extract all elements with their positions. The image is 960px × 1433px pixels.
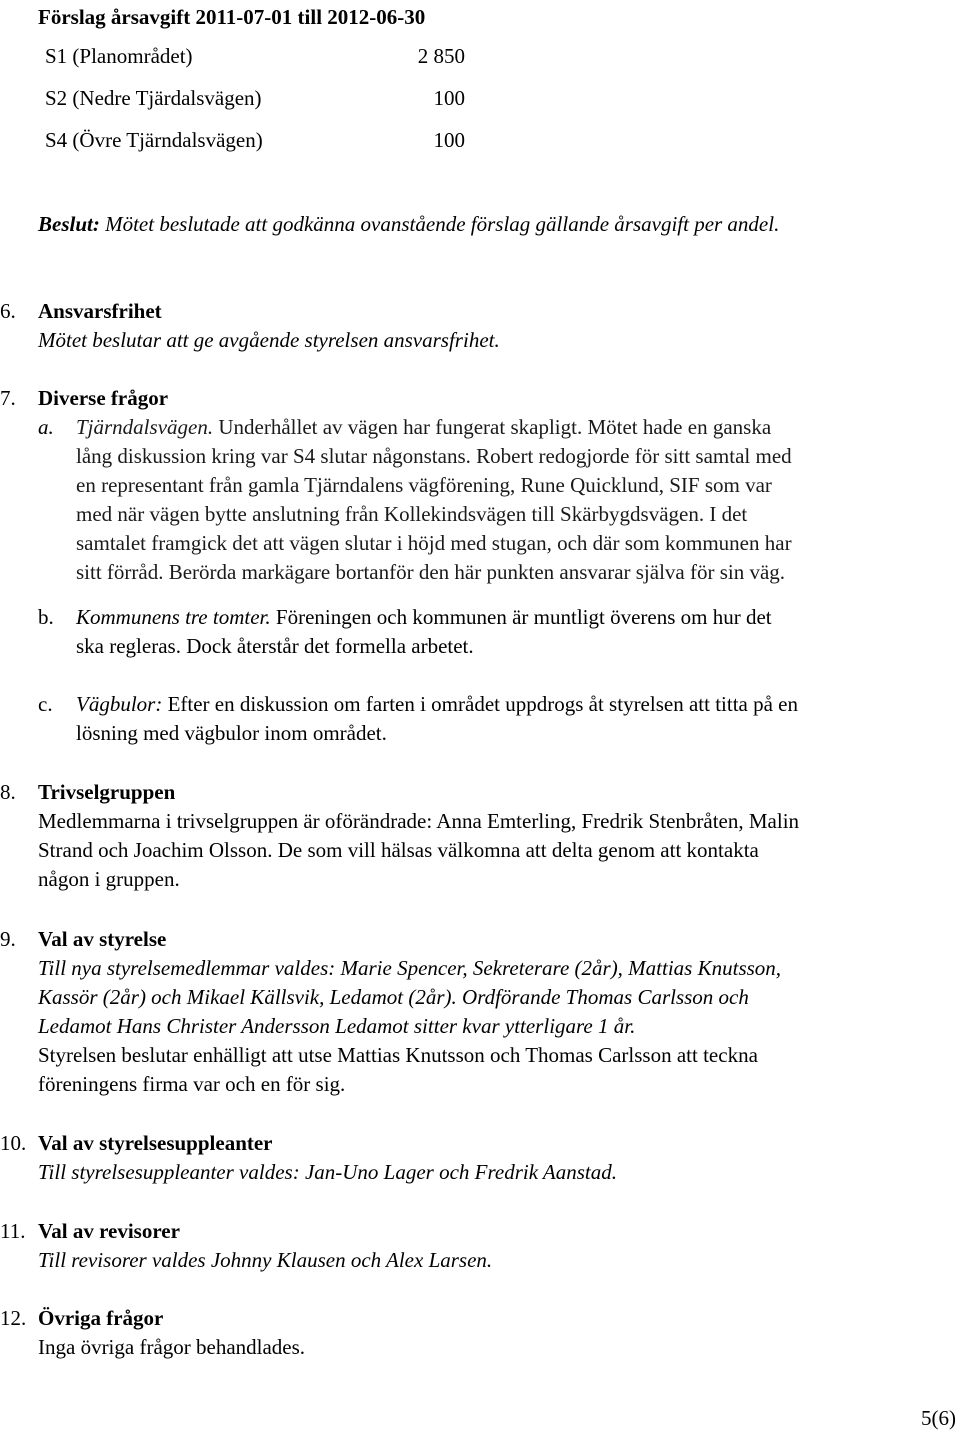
subitem-line: Föreningen och kommunen är muntligt överens om hur det	[270, 605, 772, 629]
page-number: 5(6)	[921, 1406, 956, 1430]
fee-label: S4 (Övre Tjärndalsvägen)	[45, 128, 263, 152]
subitem-line: en representant från gamla Tjärndalens vägförening, Rune Quicklund, SIF som var	[76, 473, 772, 497]
fee-proposal-heading: Förslag årsavgift 2011-07-01 till 2012-06-30	[38, 5, 426, 29]
body-line: Styrelsen beslutar enhälligt att utse Mattias Knutsson och Thomas Carlsson att teckna	[38, 1043, 758, 1067]
subitem-letter: c.	[38, 692, 53, 716]
section-title: Val av styrelse	[38, 927, 167, 951]
section-number: 12.	[0, 1306, 27, 1330]
subitem-line: Efter en diskussion om farten i området uppdrogs åt styrelsen att titta på en	[162, 692, 798, 716]
section-body: Till styrelsesuppleanter valdes: Jan-Uno Lager och Fredrik Aanstad.	[38, 1160, 617, 1184]
decision-text: Mötet beslutade att godkänna ovanstående förslag gällande årsavgift per andel.	[99, 212, 780, 236]
fee-table	[45, 42, 465, 168]
decision-paragraph	[38, 210, 779, 239]
section-body: Till revisorer valdes Johnny Klausen och Alex Larsen.	[38, 1248, 493, 1272]
subitem-line: Underhållet av vägen har fungerat skapligt. Mötet hade en ganska	[213, 415, 772, 439]
fee-row	[45, 42, 465, 84]
section-number: 11.	[0, 1219, 26, 1243]
section-number: 9.	[0, 927, 16, 951]
fee-label: S1 (Planområdet)	[45, 44, 193, 68]
section-body: Inga övriga frågor behandlades.	[38, 1335, 306, 1359]
decision-label: Beslut:	[38, 212, 100, 236]
section-title: Diverse frågor	[38, 386, 169, 410]
section-title: Övriga frågor	[38, 1306, 164, 1330]
section-number: 8.	[0, 780, 16, 804]
section-title: Val av revisorer	[38, 1219, 180, 1243]
body-line: Strand och Joachim Olsson. De som vill hälsas välkomna att delta genom att kontakta	[38, 838, 759, 862]
body-line: någon i gruppen.	[38, 867, 180, 891]
subitem-name: Kommunens tre tomter.	[76, 605, 271, 629]
section-body	[38, 954, 960, 1099]
section-number: 7.	[0, 386, 16, 410]
subitem-line: sitt förråd. Berörda markägare bortanför den här punkten ansvarar själva för sin väg.	[76, 560, 786, 584]
subitem-letter: a.	[38, 415, 54, 439]
subitem-name: Vägbulor:	[76, 692, 163, 716]
fee-value: 100	[433, 86, 465, 110]
section-body: Mötet beslutar att ge avgående styrelsen ansvarsfrihet.	[38, 328, 500, 352]
section-body	[38, 807, 960, 894]
body-line: Till nya styrelsemedlemmar valdes: Marie Spencer, Sekreterare (2år), Mattias Knutsson,	[38, 956, 782, 980]
subitem-letter: b.	[38, 605, 54, 629]
body-line: Kassör (2år) och Mikael Källsvik, Ledamot (2år). Ordförande Thomas Carlsson och	[38, 985, 749, 1009]
fee-label: S2 (Nedre Tjärdalsvägen)	[45, 86, 262, 110]
subitem-line: samtalet framgick det att vägen slutar i höjd med stugan, och där som kommunen har	[76, 531, 792, 555]
body-line: Ledamot Hans Christer Andersson Ledamot sitter kvar ytterligare 1 år.	[38, 1014, 636, 1038]
fee-value: 2 850	[417, 44, 465, 68]
subitem-line: ska regleras. Dock återstår det formella arbetet.	[76, 634, 474, 658]
section-title: Trivselgruppen	[38, 780, 176, 804]
subitem-line: lösning med vägbulor inom området.	[76, 721, 387, 745]
fee-row	[45, 84, 465, 126]
section-title: Val av styrelsesuppleanter	[38, 1131, 273, 1155]
subitem-line: med när vägen bytte anslutning från Kollekindsvägen till Skärbygdsvägen. I det	[76, 502, 748, 526]
subitem-line: lång diskussion kring var S4 slutar någonstans. Robert redogjorde för sitt samtal med	[76, 444, 792, 468]
section-number: 10.	[0, 1131, 27, 1155]
body-line: föreningens firma var och en för sig.	[38, 1072, 346, 1096]
section-title: Ansvarsfrihet	[38, 299, 162, 323]
fee-row	[45, 126, 465, 168]
body-line: Medlemmarna i trivselgruppen är oförändrade: Anna Emterling, Fredrik Stenbråten, Malin	[38, 809, 800, 833]
section-number: 6.	[0, 299, 16, 323]
subitem-name: Tjärndalsvägen.	[76, 415, 214, 439]
fee-value: 100	[433, 128, 465, 152]
